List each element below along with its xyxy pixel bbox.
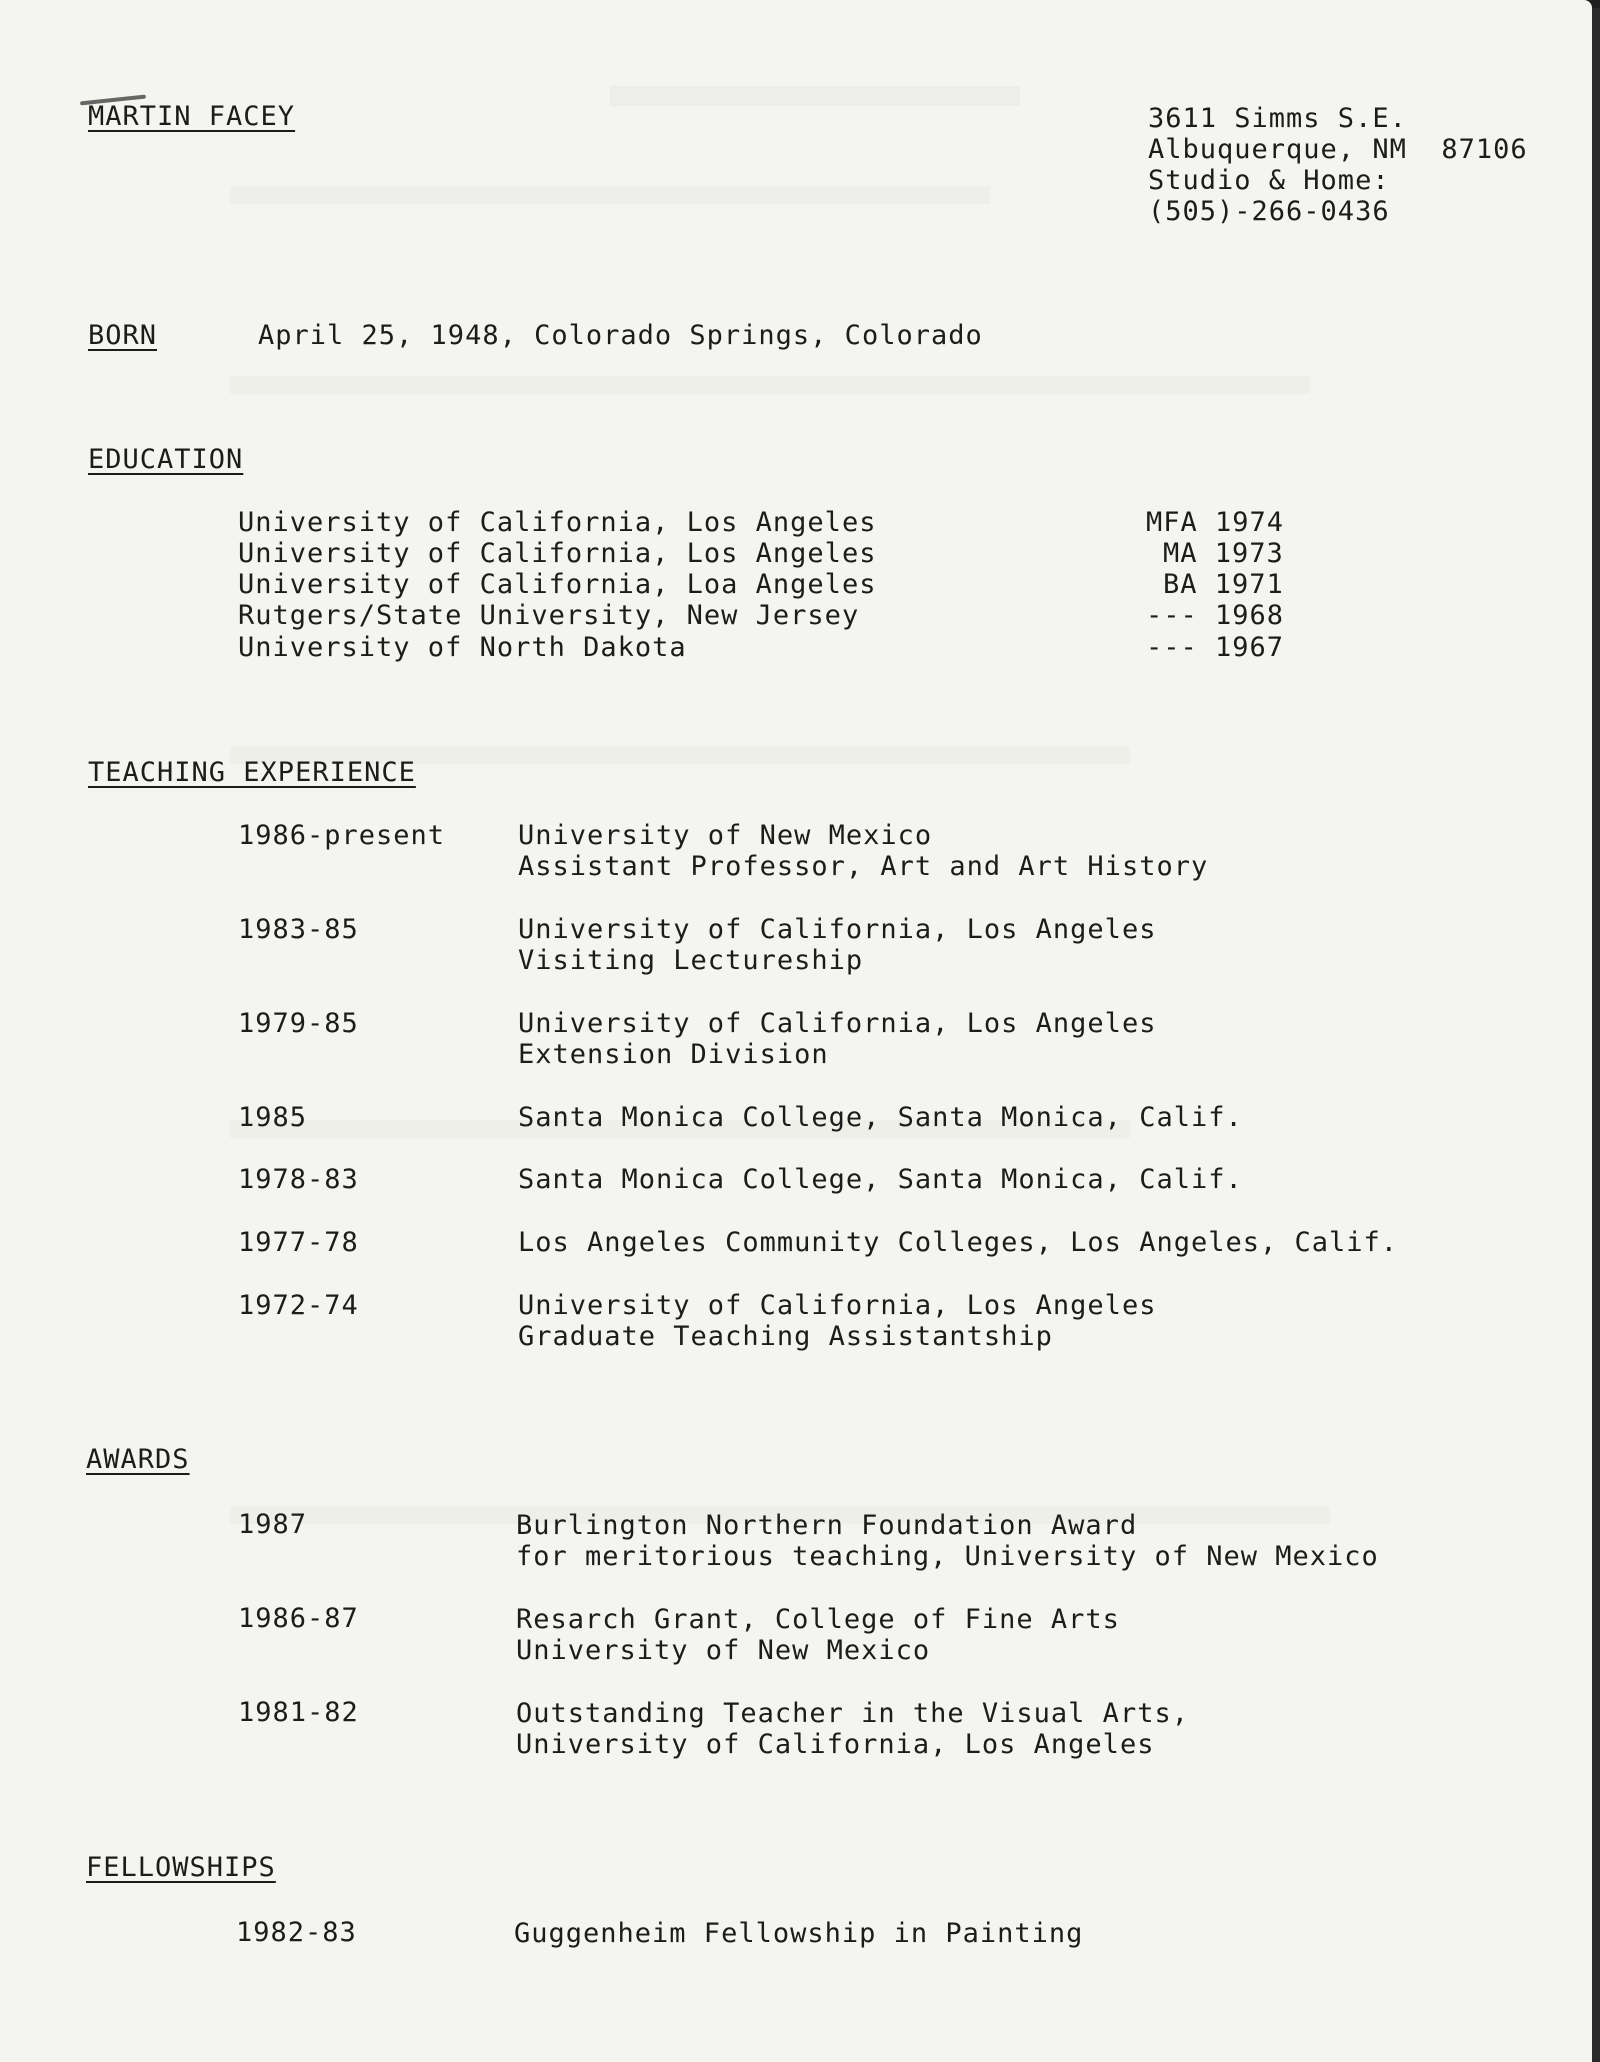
teaching-heading: TEACHING EXPERIENCE xyxy=(88,757,416,788)
teaching-years: 1972-74 xyxy=(238,1290,359,1321)
fellowship-years: 1982-83 xyxy=(236,1917,357,1948)
teaching-years: 1985 xyxy=(238,1102,308,1133)
teaching-position: Assistant Professor, Art and Art History xyxy=(518,851,1209,882)
phone-number: (505)-266-0436 xyxy=(1148,196,1390,227)
award-detail: University of New Mexico xyxy=(516,1635,931,1666)
award-years: 1981-82 xyxy=(238,1697,359,1728)
education-degree: MA 1973 xyxy=(1163,538,1284,569)
born-heading: BORN xyxy=(88,320,158,351)
teaching-position: Graduate Teaching Assistantship xyxy=(518,1321,1053,1352)
award-title: Burlington Northern Foundation Award xyxy=(516,1510,1138,1541)
teaching-institution: University of California, Los Angeles xyxy=(518,1008,1157,1039)
education-degree: --- 1967 xyxy=(1146,632,1285,663)
education-school: University of California, Loa Angeles xyxy=(238,569,877,600)
education-school: University of North Dakota xyxy=(238,632,687,663)
born-text: April 25, 1948, Colorado Springs, Colorado xyxy=(258,320,983,351)
education-degree: MFA 1974 xyxy=(1146,507,1285,538)
fellowships-heading: FELLOWSHIPS xyxy=(86,1852,276,1883)
teaching-institution: Santa Monica College, Santa Monica, Calif. xyxy=(518,1102,1243,1133)
teaching-institution: University of New Mexico xyxy=(518,820,933,851)
teaching-position: Visiting Lectureship xyxy=(518,945,864,976)
education-school: University of California, Los Angeles xyxy=(238,538,877,569)
teaching-years: 1978-83 xyxy=(238,1164,359,1195)
teaching-institution: University of California, Los Angeles xyxy=(518,914,1157,945)
teaching-position: Extension Division xyxy=(518,1039,829,1070)
address-line: 3611 Simms S.E. xyxy=(1148,103,1407,134)
awards-heading: AWARDS xyxy=(86,1444,190,1475)
fellowship-title: Guggenheim Fellowship in Painting xyxy=(514,1918,1084,1949)
education-heading: EDUCATION xyxy=(88,444,244,475)
teaching-years: 1977-78 xyxy=(238,1227,359,1258)
award-detail: University of California, Los Angeles xyxy=(516,1729,1155,1760)
teaching-years: 1983-85 xyxy=(238,914,359,945)
teaching-years: 1979-85 xyxy=(238,1008,359,1039)
resume-name: MARTIN FACEY xyxy=(88,101,296,132)
award-detail: for meritorious teaching, University of New Mexico xyxy=(516,1541,1379,1572)
education-school: University of California, Los Angeles xyxy=(238,507,877,538)
education-degree: --- 1968 xyxy=(1146,600,1285,631)
award-years: 1986-87 xyxy=(238,1603,359,1634)
teaching-institution: Los Angeles Community Colleges, Los Angeles, Calif. xyxy=(518,1227,1399,1258)
award-title: Resarch Grant, College of Fine Arts xyxy=(516,1604,1120,1635)
education-degree: BA 1971 xyxy=(1163,569,1284,600)
teaching-institution: Santa Monica College, Santa Monica, Calif. xyxy=(518,1164,1243,1195)
teaching-institution: University of California, Los Angeles xyxy=(518,1290,1157,1321)
teaching-years: 1986-present xyxy=(238,820,446,851)
award-title: Outstanding Teacher in the Visual Arts, xyxy=(516,1698,1189,1729)
address-line: Albuquerque, NM 87106 xyxy=(1148,134,1528,165)
education-school: Rutgers/State University, New Jersey xyxy=(238,600,860,631)
address-line: Studio & Home: xyxy=(1148,165,1390,196)
award-years: 1987 xyxy=(238,1509,308,1540)
